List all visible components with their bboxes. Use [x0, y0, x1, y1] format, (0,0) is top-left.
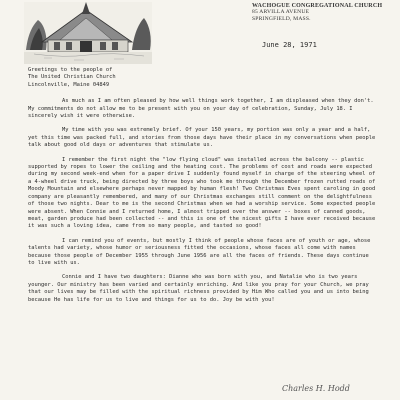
letter-body: [28, 67, 378, 311]
letterhead: [252, 3, 392, 22]
paragraph: I remember the first night the "low flying cloud" was installed across the balcony -- plastic supported by ropes to lower the ceiling and the heating cost. The problems of cost and roads were expected during my second week-end when for a paper drive I suddenly found myself in charge of the steering wheel of a 4-wheel drive truck, being directed by three boys who took me through the December frozen rutted roads of Moody Mountain and elsewhere perhaps never mapped by human flesh! Two Christmas Eves spent caroling in good company are pleasantly remembered, and many of our Christmas exchanges still comment on the delightfulness of those two nights. Dear to me is the second Christmas when we had a worship service. Some expected people were absent. When Connie and I returned home, I almost tripped over the answer -- boxes of canned goods, meat, garden produce had been collected -- and this is one of the nicest gifts I have ever received because it was such a loving idea, came from so many people, and tasted so good!: [28, 156, 376, 230]
church-city: SPRINGFIELD, MASS.: [252, 15, 311, 22]
letter-date: June 28, 1971: [262, 41, 317, 49]
church-name: WACHOGUE CONGREGATIONAL CHURCH: [252, 3, 383, 9]
church-illustration: [24, 2, 152, 64]
paragraph: Connie and I have two daughters: Dianne who was born with you, and Natalie who is two years younger. Our ministry has been varied and certainly enriching. And like you pray for your Church, we pray that our lives may be filled with the spiritual richness provided by Him Who called you and us into being because He has life for us to live and things for us to do. Joy be with you!: [28, 274, 369, 303]
recipient-address: [28, 67, 378, 89]
signature: Charles H. Hodd: [282, 384, 350, 393]
paragraph: As much as I am often pleased by how well things work together, I am displeased when they don't. My commitments do not allow me to be present with you on your day of celebration, Sunday, July 18. I sincerely wish it were otherwise.: [28, 98, 374, 120]
paragraph: I can remind you of events, but mostly I think of people whose faces are of youth or age, whose talents had variety, whose humor or seriousness fitted the occasions, whose faces all come with names because those people of December 1955 through June 1956 are all the faces of friends. These days continue to live with us.: [28, 237, 371, 266]
address-line-2: The United Christian Church: [28, 74, 116, 81]
address-line-3: Lincolnville, Maine 04849: [28, 81, 110, 88]
church-street: 85 ARVILLA AVENUE: [252, 9, 310, 16]
paragraph: My time with you was extremely brief. Of your 150 years, my portion was only a year and a half, yet this time was packed full, and stories from those days have their place in my conversations when people talk about good old days or adventures that stimulate us.: [28, 127, 376, 149]
address-line-1: Greetings to the people of: [28, 67, 113, 73]
